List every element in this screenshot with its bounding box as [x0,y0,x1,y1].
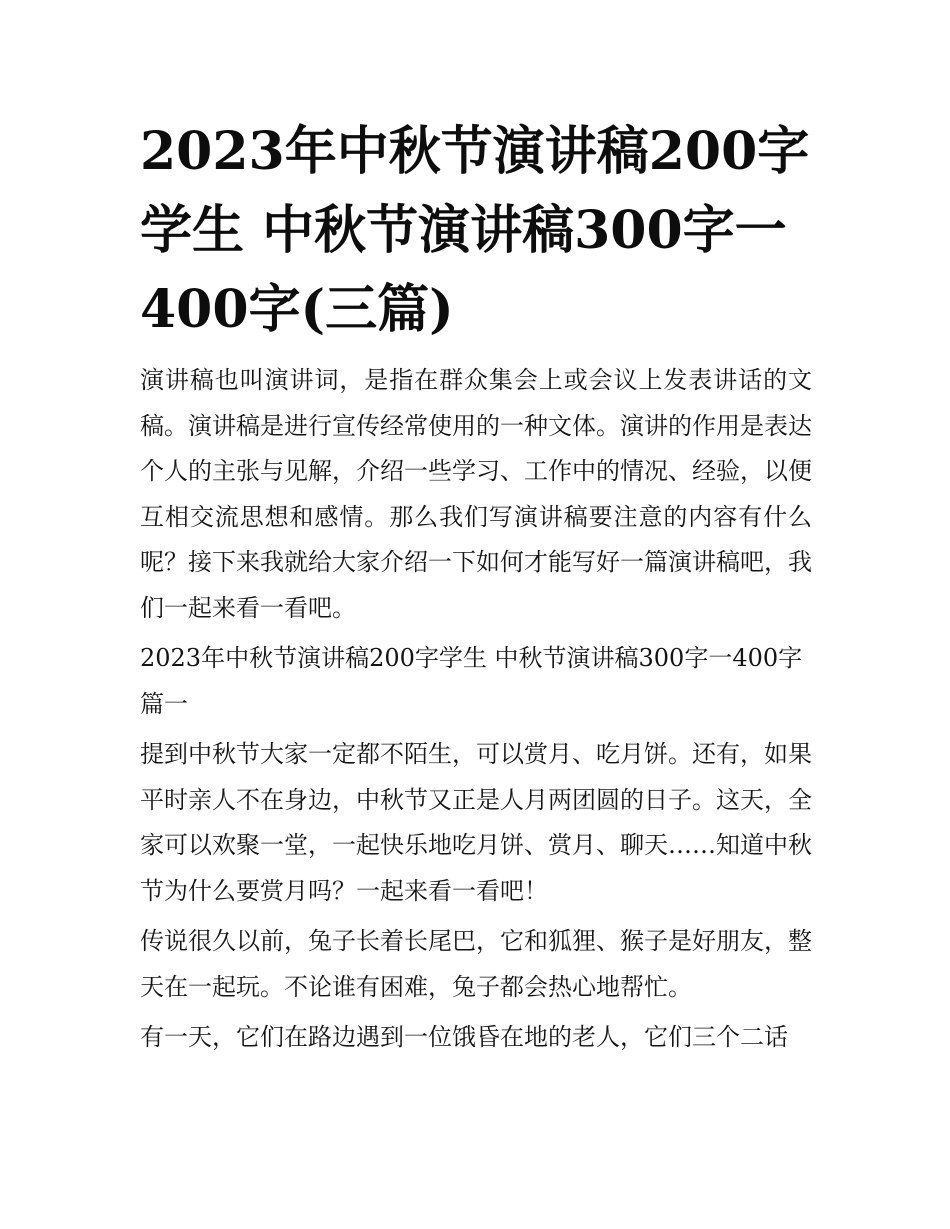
document-title: 2023年中秋节演讲稿200字学生 中秋节演讲稿300字一400字(三篇) [140,121,810,340]
body-paragraph: 有一天，它们在路边遇到一位饿昏在地的老人，它们三个二话 [140,1023,788,1051]
section-heading: 2023年中秋节演讲稿200字学生 中秋节演讲稿300字一400字篇一 [140,644,803,718]
body-paragraph: 传说很久以前，兔子长着长尾巴，它和狐狸、猴子是好朋友，整天在一起玩。不论谁有困难，兔子都会热心地帮忙。 [140,927,812,1001]
document-body [140,112,812,1066]
body-paragraph: 提到中秋节大家一定都不陌生，可以赏月、吃月饼。还有，如果平时亲人不在身边，中秋节又正是人月两团圆的日子。这天，全家可以欢聚一堂，一起快乐地吃月饼、赏月、聊天……知道中秋节为什么要赏月吗？一起来看一看吧！ [140,740,812,905]
intro-paragraph: 演讲稿也叫演讲词，是指在群众集会上或会议上发表讲话的文稿。演讲稿是进行宣传经常使用的一种文体。演讲的作用是表达个人的主张与见解，介绍一些学习、工作中的情况、经验，以便互相交流思想和感情。那么我们写演讲稿要注意的内容有什么呢？接下来我就给大家介绍一下如何才能写好一篇演讲稿吧，我们一起来看一看吧。 [140,366,812,622]
